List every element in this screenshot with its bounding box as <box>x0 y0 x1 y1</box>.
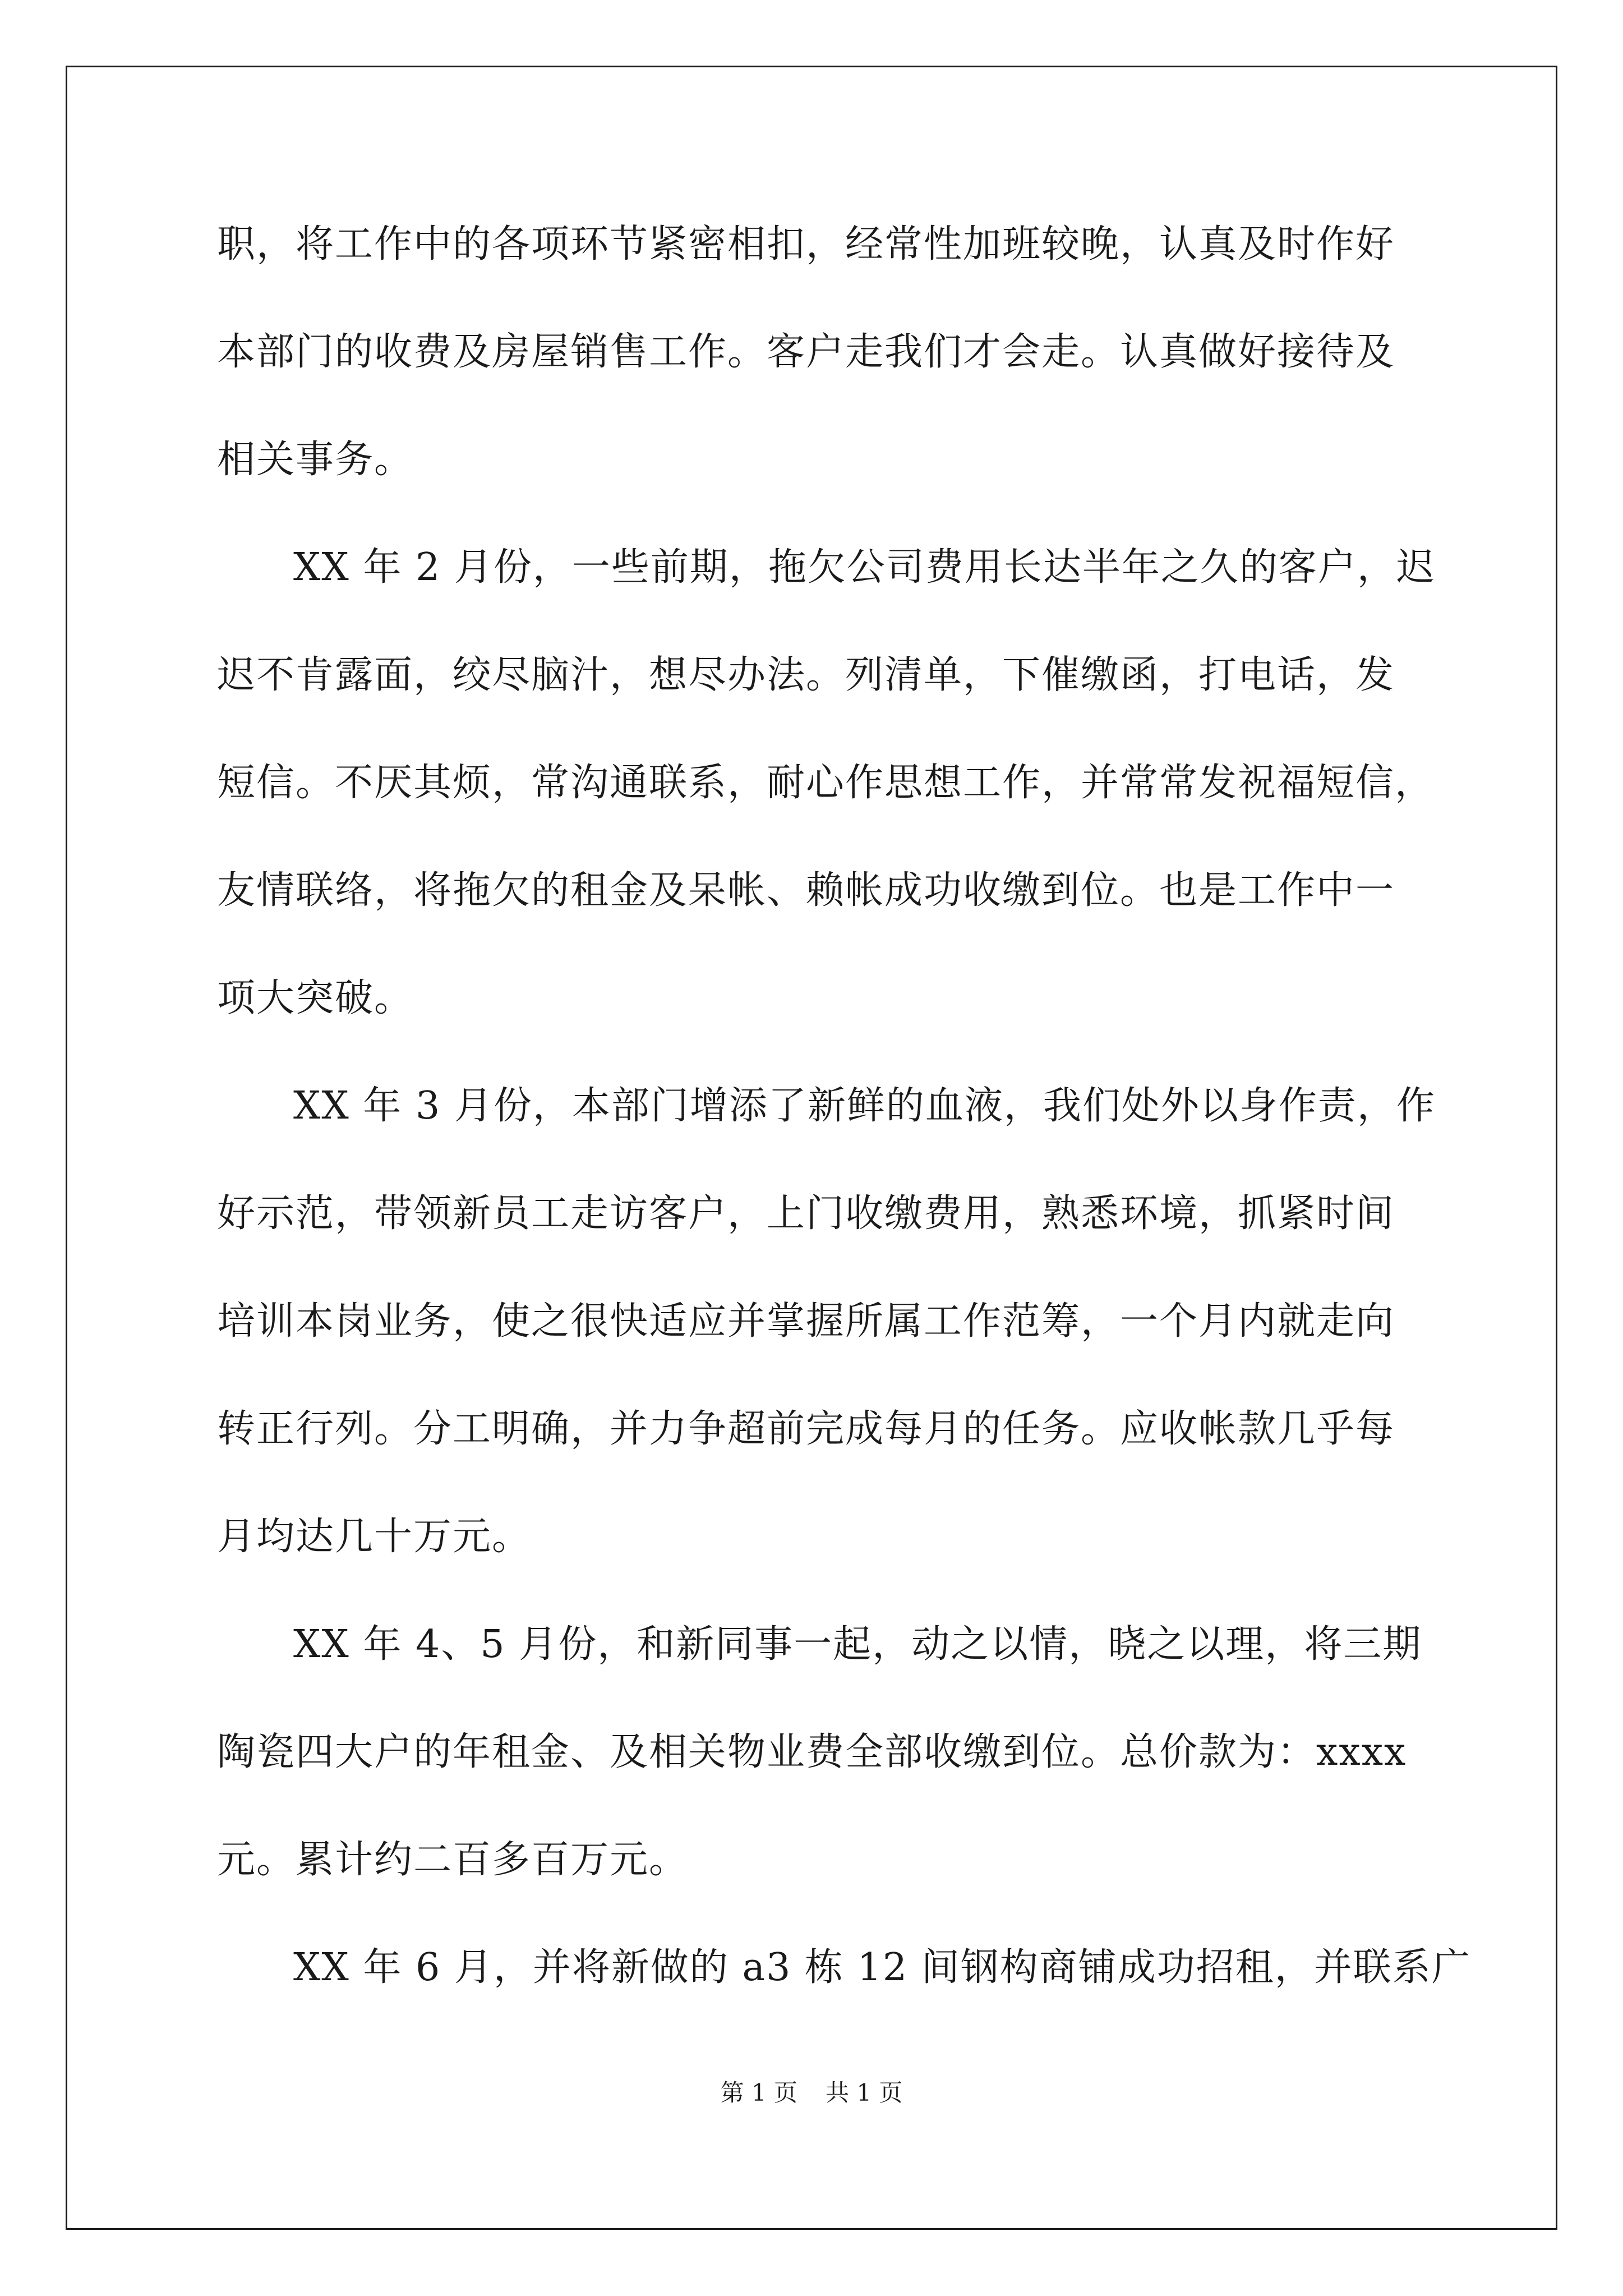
text-line: 友情联络，将拖欠的租金及呆帐、赖帐成功收缴到位。也是工作中一 <box>217 868 1395 913</box>
text-line: 短信。不厌其烦，常沟通联系，耐心作思想工作，并常常发祝福短信， <box>217 761 1435 805</box>
text-line: XX 年 3 月份，本部门增添了新鲜的血液，我们处外以身作责，作 <box>293 1084 1436 1128</box>
text-line: 职，将工作中的各项环节紧密相扣，经常性加班较晚，认真及时作好 <box>217 222 1395 266</box>
text-line: 本部门的收费及房屋销售工作。客户走我们才会走。认真做好接待及 <box>217 330 1395 374</box>
text-line: 月均达几十万元。 <box>217 1515 532 1559</box>
text-line: XX 年 2 月份，一些前期，拖欠公司费用长达半年之久的客户，迟 <box>293 545 1436 590</box>
text-line: 陶瓷四大户的年租金、及相关物业费全部收缴到位。总价款为：xxxx <box>217 1730 1407 1774</box>
document-body <box>217 191 1471 2022</box>
text-line: 培训本岗业务，使之很快适应并掌握所属工作范筹，一个月内就走向 <box>217 1299 1395 1343</box>
page-number: 第 1 页 <box>720 2079 797 2106</box>
page-total: 共 1 页 <box>826 2079 903 2106</box>
text-line: 迟不肯露面，绞尽脑汁，想尽办法。列清单，下催缴函，打电话，发 <box>217 653 1395 697</box>
paragraph-1 <box>217 191 1417 514</box>
text-line: 好示范，带领新员工走访客户，上门收缴费用，熟悉环境，抓紧时间 <box>217 1191 1395 1236</box>
paragraph-5 <box>217 1914 1471 2022</box>
paragraph-3 <box>217 1052 1436 1591</box>
paragraph-4 <box>217 1591 1422 1914</box>
text-line: 项大突破。 <box>217 976 414 1020</box>
paragraph-2 <box>217 514 1436 1052</box>
text-line: 转正行列。分工明确，并力争超前完成每月的任务。应收帐款几乎每 <box>217 1407 1395 1451</box>
page-footer <box>0 2074 1623 2108</box>
text-line: XX 年 6 月，并将新做的 a3 栋 12 间钢构商铺成功招租，并联系广 <box>293 1945 1471 1990</box>
text-line: XX 年 4、5 月份，和新同事一起，动之以情，晓之以理，将三期 <box>293 1622 1422 1667</box>
text-line: 元。累计约二百多百万元。 <box>217 1838 689 1882</box>
text-line: 相关事务。 <box>217 438 414 482</box>
